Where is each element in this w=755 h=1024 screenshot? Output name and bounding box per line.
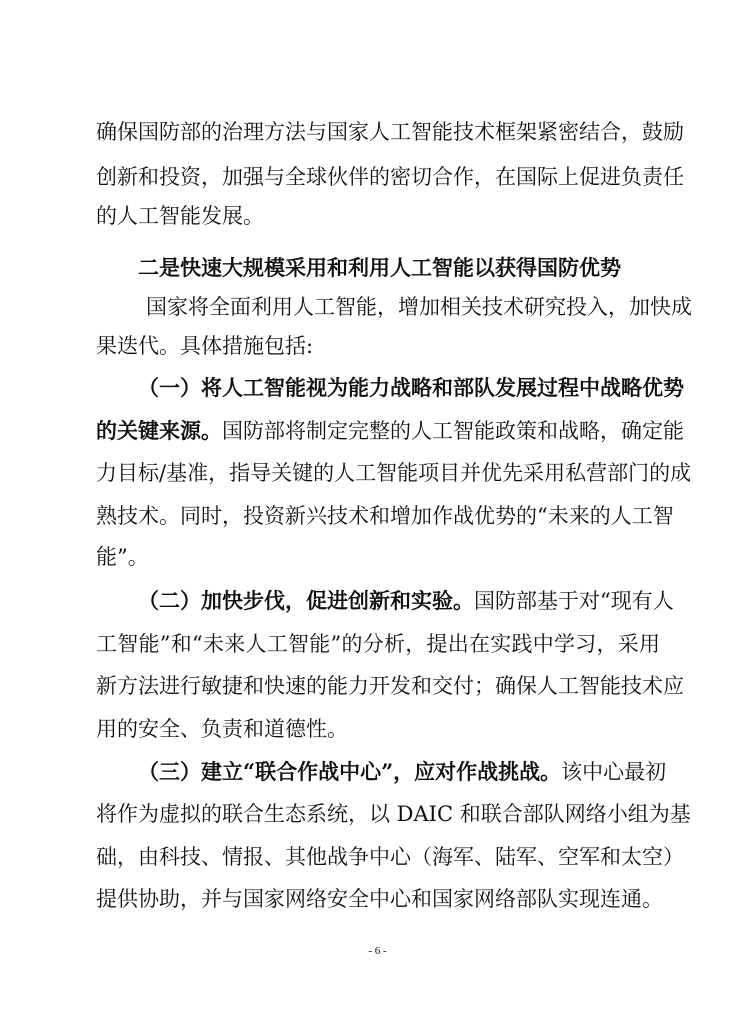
text-span: 力目标/基准，指导关键的人工智能项目并优先采用私营部门的成: [96, 461, 692, 485]
text-line: [96, 586, 674, 616]
text-line: [96, 292, 692, 322]
text-line: [96, 884, 663, 914]
text-span: 础，由科技、情报、其他战争中心（海军、陆军、空军和太空）: [96, 845, 684, 869]
text-span: 将作为虚拟的联合生态系统，以 DAIC 和联合部队网络小组为基: [96, 802, 691, 826]
text-line: [96, 671, 684, 701]
bold-text: （二）加快步伐，促进创新和实验。: [138, 588, 474, 613]
text-span: 国家将全面利用人工智能，增加相关技术研究投入，加快成: [146, 295, 692, 319]
text-span: 新方法进行敏捷和快速的能力开发和交付；确保人工智能技术应: [96, 674, 684, 698]
text-span: 果迭代。具体措施包括:: [96, 334, 314, 358]
text-line: [96, 373, 684, 403]
text-span: 的人工智能发展。: [96, 204, 264, 228]
text-line: [96, 117, 684, 147]
text-span: 工智能”和“未来人工智能”的分析，提出在实践中学习，采用: [96, 632, 660, 656]
page-number: - 6 -: [368, 945, 387, 957]
text-span: 用的安全、负责和道德性。: [96, 717, 348, 741]
text-line: [96, 458, 692, 488]
text-line: [96, 542, 660, 572]
text-line: [96, 714, 660, 744]
bold-text: （一）将人工智能视为能力战略和部队发展过程中战略优势: [138, 375, 684, 400]
text-span: 熟技术。同时，投资新兴技术和增加作战优势的“未来的人工智: [96, 504, 674, 528]
section-heading: [96, 253, 660, 283]
text-line: [96, 757, 667, 787]
text-span: 能”。: [96, 545, 149, 569]
text-line: [96, 629, 660, 659]
text-span: 创新和投资，加强与全球伙伴的密切合作，在国际上促进负责任: [96, 165, 684, 189]
text-span: 该中心最初: [561, 760, 667, 784]
text-line: [96, 799, 691, 829]
text-line: [96, 201, 660, 231]
text-line: [96, 416, 684, 446]
text-span: 确保国防部的治理方法与国家人工智能技术框架紧密结合，鼓励: [96, 120, 684, 144]
text-line: [96, 501, 674, 531]
text-span: 国防部基于对“现有人: [474, 589, 674, 613]
text-line: [96, 842, 684, 872]
text-line: [96, 331, 660, 361]
bold-text: 二是快速大规模采用和利用人工智能以获得国防优势: [138, 255, 621, 280]
text-span: 国防部将制定完整的人工智能政策和战略，确定能: [222, 419, 684, 443]
bold-text: （三）建立“联合作战中心”，应对作战挑战。: [138, 759, 562, 784]
text-span: 提供协助，并与国家网络安全中心和国家网络部队实现连通。: [96, 887, 663, 911]
bold-text: 的关键来源。: [96, 418, 222, 443]
text-line: [96, 162, 684, 192]
